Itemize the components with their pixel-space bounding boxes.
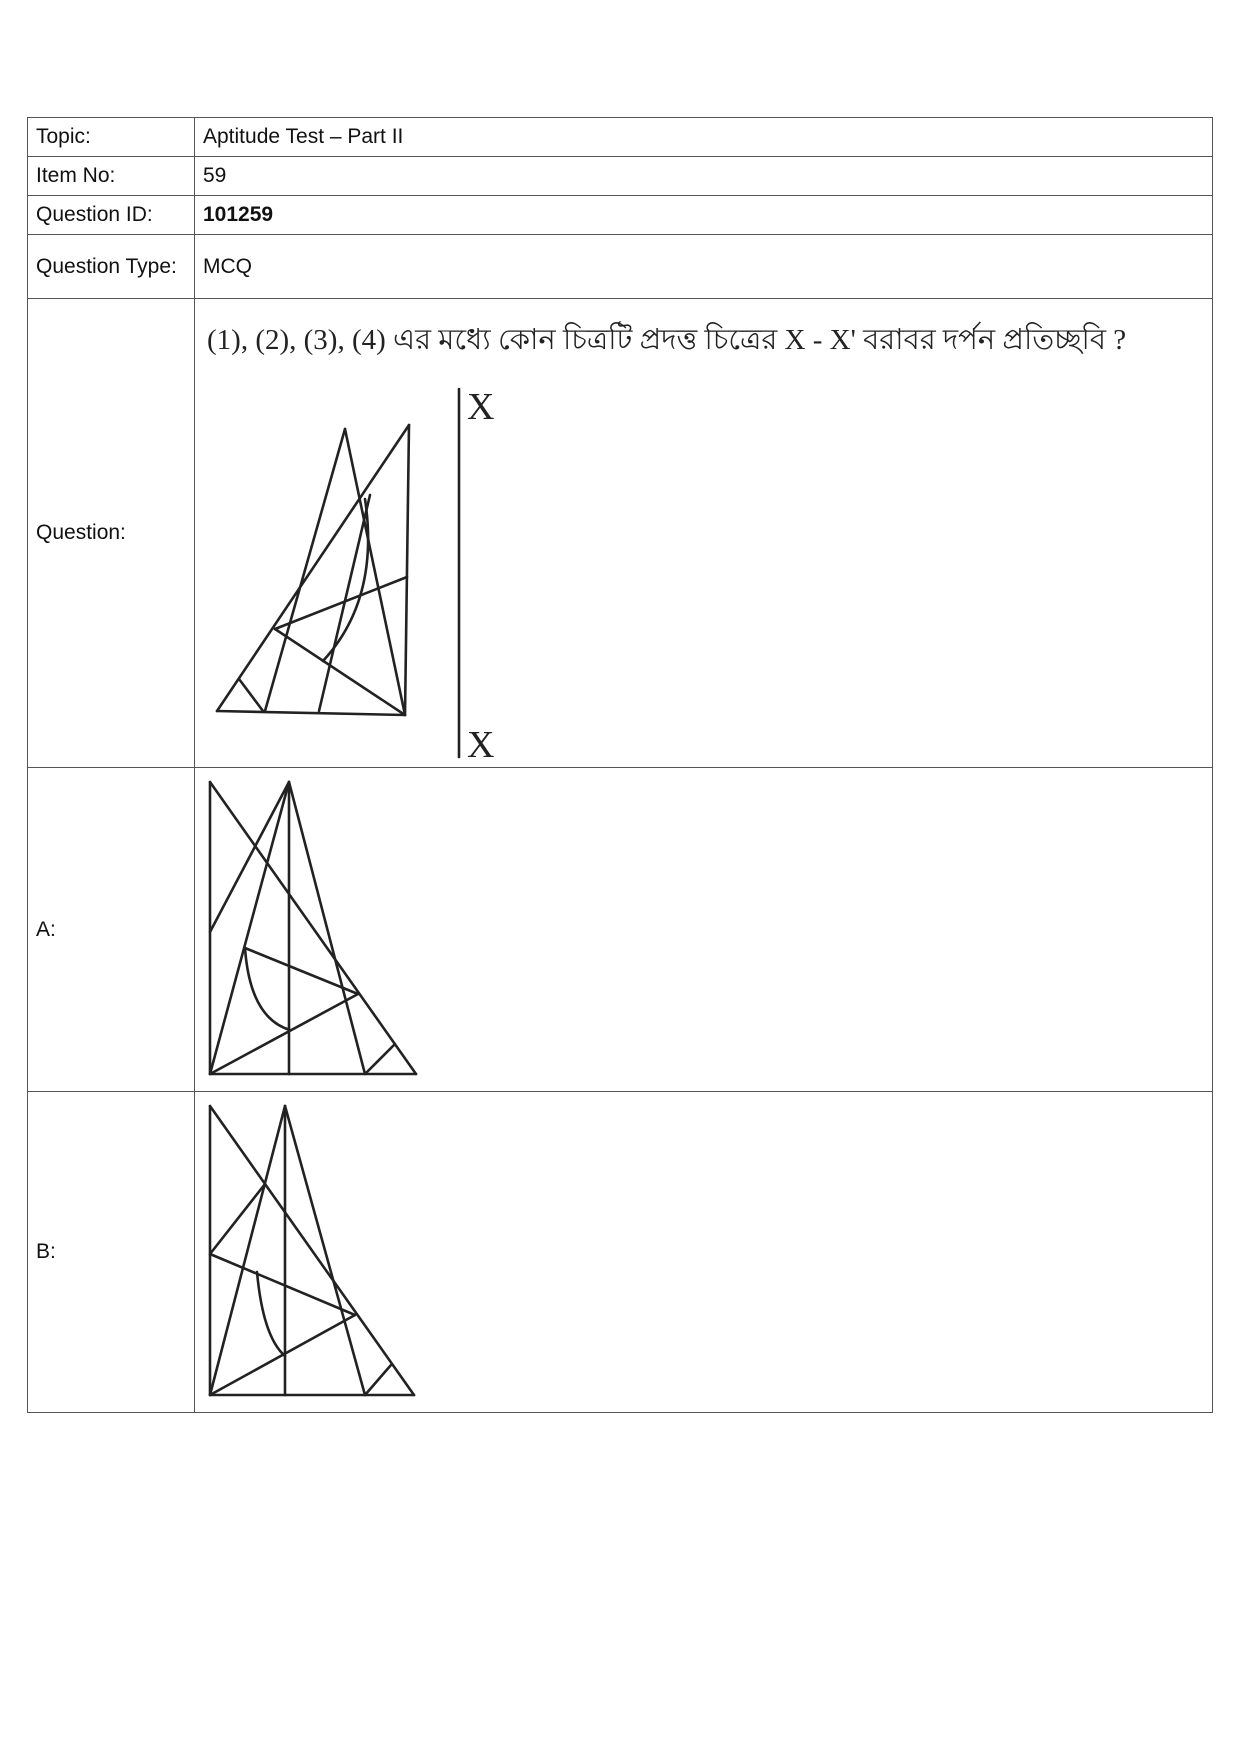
question-type-row <box>28 235 1213 299</box>
item-no-label: Item No: <box>28 157 195 196</box>
axis-bottom-label: X <box>467 724 495 766</box>
question-cell <box>195 299 1213 768</box>
question-text: (1), (2), (3), (4) এর মধ্যে কোন চিত্রটি প্রদত্ত চিত্রের X - X' বরাবর দর্পন প্রতিচ্ছবি ? <box>207 324 1127 356</box>
option-b-cell <box>195 1092 1213 1413</box>
question-type-value: MCQ <box>195 235 1213 299</box>
question-id-value: 101259 <box>195 196 1213 235</box>
axis-top-label: X <box>467 386 495 428</box>
option-a-cell <box>195 768 1213 1092</box>
question-triangle-figure <box>217 425 409 715</box>
item-no-row <box>28 157 1213 196</box>
option-a-row <box>28 768 1213 1092</box>
option-b-figure <box>195 1092 1222 1412</box>
option-b-label: B: <box>28 1092 195 1413</box>
item-no-value: 59 <box>195 157 1213 196</box>
question-sheet-table <box>27 117 1213 1413</box>
question-id-label: Question ID: <box>28 196 195 235</box>
question-label: Question: <box>28 299 195 768</box>
option-b-row <box>28 1092 1213 1413</box>
option-a-figure <box>195 768 1222 1091</box>
question-type-label: Question Type: <box>28 235 195 299</box>
topic-row <box>28 118 1213 157</box>
topic-label: Topic: <box>28 118 195 157</box>
question-row <box>28 299 1213 768</box>
question-id-row <box>28 196 1213 235</box>
option-a-label: A: <box>28 768 195 1092</box>
topic-value: Aptitude Test – Part II <box>195 118 1213 157</box>
question-figure <box>195 299 1222 767</box>
